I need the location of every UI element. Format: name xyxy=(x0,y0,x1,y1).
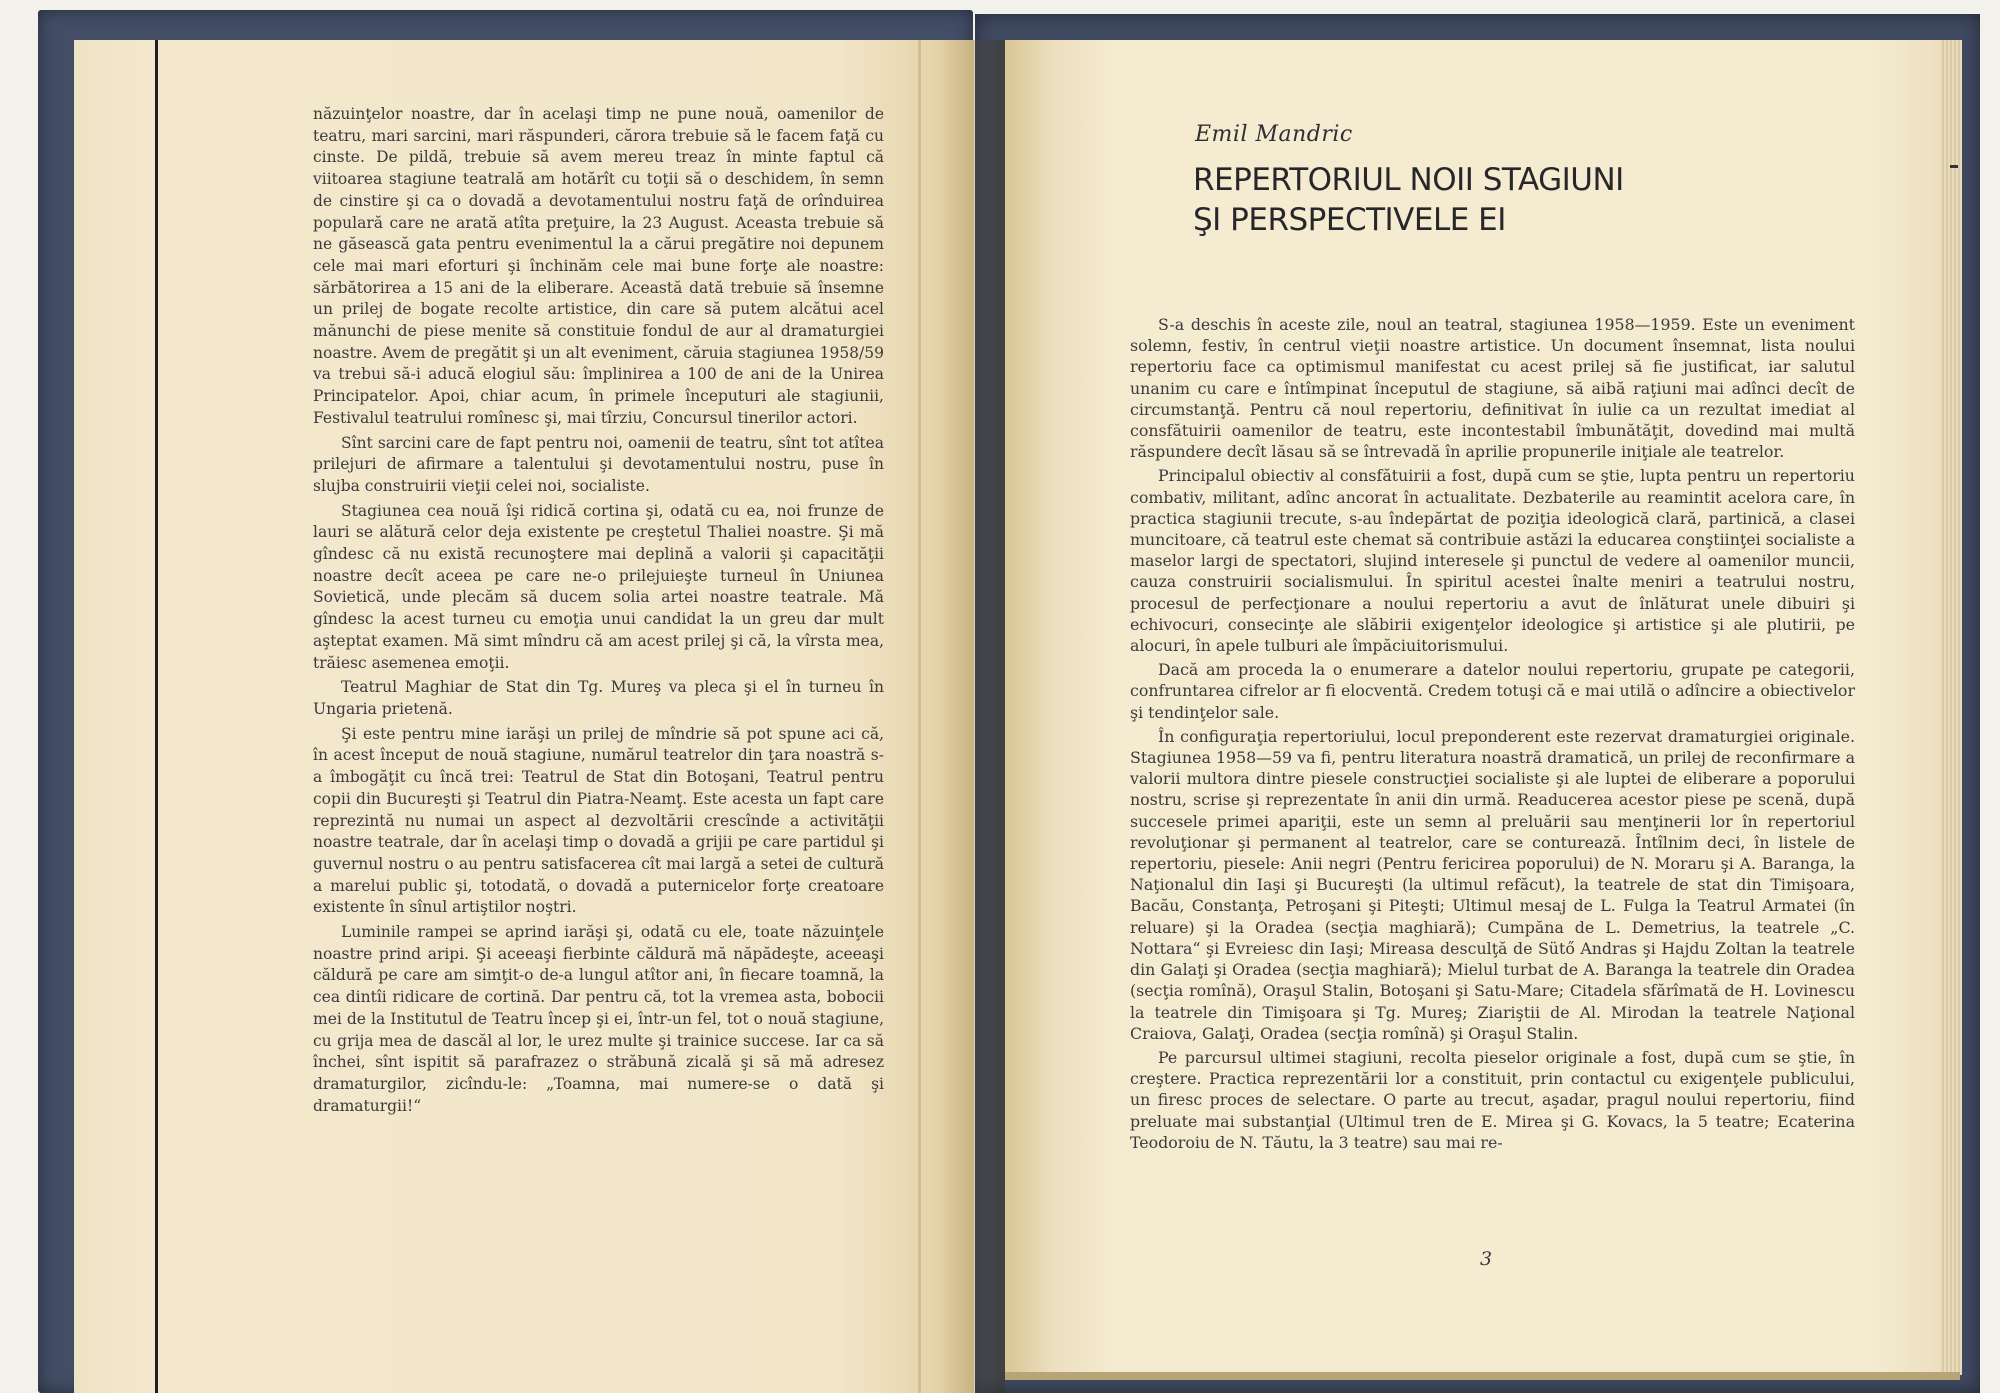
page-fold xyxy=(918,40,921,1393)
page-bottom-edge xyxy=(1005,1372,1960,1380)
article-author: Emil Mandric xyxy=(1195,122,1353,147)
right-paragraph-3: Dacă am proceda la o enumerare a datelor noului repertoriu, grupate pe categorii, confruntarea cifrelor ar fi elocventă. Credem totuşi că e mai utilă o adîncire a obiectivelor şi tendinţelor sale. xyxy=(1130,660,1855,722)
gutter-shadow xyxy=(940,40,1005,1393)
right-paragraph-2: Principalul obiectiv al consfătuirii a fost, după cum se ştie, lupta pentru un repertoriu combativ, militant, adînc ancorat în actualitate. Dezbaterile au reamintit acelora care, în practica stagiunii trecute, s-au îndepărtat de poziţia ideologică clară, partinică, a clasei muncitoare, că teatrul este chemat să contribuie astăzi la educarea conştiinţei socialiste a maselor largi de spectatori, slujind interesele şi punctul de vedere al oamenilor muncii, cauza construirii socialismului. În spiritul acestei înalte meniri a teatrului nostru, procesul de perfecţionare a noului repertoriu a avut de înlăturat unele dibuiri şi echivocuri, consecinţe ale slăbirii exigenţelor ideologice şi artistice şi ale plutirii, pe alocuri, în apele tulburi ale împăciuitorismului. xyxy=(1130,466,1855,656)
left-page-text xyxy=(313,104,884,1120)
left-page-edge-line xyxy=(155,40,158,1393)
page-stack-edge xyxy=(1940,40,1962,1375)
article-title xyxy=(1193,160,1793,240)
right-paragraph-1: S-a deschis în aceste zile, noul an teatral, stagiunea 1958—1959. Este un eveniment solemn, festiv, în centrul vieţii noastre artistice. Un document însemnat, lista noului repertoriu face ca optimismul manifestat cu acest prilej să fie justificat, iar salutul unanim cu care e întîmpinat începutul de stagiune, să aibă raţiuni mai adînci decît de circumstanţă. Pentru că noul repertoriu, definitivat în iulie ca un rezultat imediat al consfătuirii oamenilor de teatru, este incontestabil îmbunătăţit, dovedind mai multă răspundere decît lăsau să se întrevadă în aprilie propunerile iniţiale ale teatrelor. xyxy=(1130,315,1855,462)
left-paragraph-4: Teatrul Maghiar de Stat din Tg. Mureş va pleca şi el în turneu în Ungaria prietenă. xyxy=(313,678,884,718)
page-number: 3 xyxy=(1480,1248,1493,1270)
article-title-line-2: ŞI PERSPECTIVELE EI xyxy=(1193,202,1506,238)
right-page-text xyxy=(1130,314,1855,1156)
binding-mark xyxy=(1950,165,1958,168)
left-paragraph-5: Şi este pentru mine iarăşi un prilej de mîndrie să pot spune aci că, în acest început de nouă stagiune, numărul teatrelor din ţara noastră s-a îmbogăţit cu încă trei: Teatrul de Stat din Botoşani, Teatrul pentru copii din Bucureşti şi Teatrul din Piatra-Neamţ. Este acesta un fapt care reprezintă nu numai un aspect al dezvoltării crescînde a activităţii noastre teatrale, dar în acelaşi timp o dovadă a grijii pe care partidul şi guvernul nostru o au pentru satisfacerea cît mai largă a setei de cultură a marelui public şi, totodată, o dovadă a puternicelor forţe creatoare existente în sînul artiştilor noştri. xyxy=(313,724,884,917)
left-paragraph-1: năzuinţelor noastre, dar în acelaşi timp ne pune nouă, oamenilor de teatru, mari sarcini, mari răspunderi, cărora trebuie să le facem faţă cu cinste. De pildă, trebuie să avem mereu treaz în minte faptul că viitoarea stagiune teatrală am hotărît cu toţii să o deschidem, în semn de cinstire şi ca o dovadă a devotamentului nostru faţă de orînduirea populară care ne arată atîta preţuire, la 23 August. Aceasta trebuie să ne găsească gata pentru evenimentul la a cărui pregătire noi depunem cele mai mari eforturi şi închinăm cele mai bune forţe ale noastre: sărbătorirea a 15 ani de la eliberare. Această dată trebuie să însemne un prilej de bogate recolte artistice, din care să putem alcătui acel mănunchi de piese menite să constituie fondul de aur al dramaturgiei noastre. Avem de pregătit şi un alt eveniment, căruia stagiunea 1958/59 va trebui să-i aducă elogiul său: împlinirea a 100 de ani de la Unirea Principatelor. Apoi, chiar acum, în primele începuturi ale stagiunii, Festivalul teatrului romînesc şi, mai tîrziu, Concursul tinerilor actori. xyxy=(313,105,884,427)
left-paragraph-3: Stagiunea cea nouă îşi ridică cortina şi, odată cu ea, noi frunze de lauri se alătură celor deja existente pe creştetul Thaliei noastre. Şi mă gîndesc că nu există recunoştere mai deplină a valorii şi capacităţii noastre decît aceea pe care ne-o prilejuieşte turneul în Uniunea Sovietică, unde plecăm să ducem solia artei noastre teatrale. Mă gîndesc la acest turneu cu emoţia unui candidat la un greu dar mult aşteptat examen. Mă simt mîndru că am acest prilej şi că, la vîrsta mea, trăiesc asemenea emoţii. xyxy=(313,501,884,672)
left-paragraph-6: Luminile rampei se aprind iarăşi şi, odată cu ele, toate năzuinţele noastre prind aripi. Şi aceeaşi fierbinte căldură mă năpădeşte, aceeaşi căldură pe care am simţit-o de-a lungul atîtor ani, în fiecare toamnă, la cea dintîi ridicare de cortină. Dar pentru că, tot la vremea asta, bobocii mei de la Institutul de Teatru încep şi ei, într-un fel, tot o nouă stagiune, cu grija mea de dascăl al lor, le urez multe şi trainice succese. Iar ca să închei, sînt ispitit să parafrazez o străbună zicală şi să mă adresez dramaturgilor, zicîndu-le: „Toamna, mai numere-se o dată şi dramaturgii!“ xyxy=(313,923,884,1115)
left-paragraph-2: Sînt sarcini care de fapt pentru noi, oamenii de teatru, sînt tot atîtea prilejuri de afirmare a talentului şi devotamentului nostru, puse în slujba construirii vieţii celei noi, socialiste. xyxy=(313,433,884,495)
article-title-line-1: REPERTORIUL NOII STAGIUNI xyxy=(1193,162,1624,198)
right-paragraph-4: În configuraţia repertoriului, locul preponderent este rezervat dramaturgiei originale. Stagiunea 1958—59 va fi, pentru literatura noastră dramatică, un prilej de reconfirmare a valorii multora dintre piesele construcţiei socialiste şi ale luptei de eliberare a poporului nostru, scrise şi reprezentate în anii din urmă. Readucerea acestor piese pe scenă, după succesele primei apariţii, este un semn al preluării sau menţinerii lor în repertoriul revoluţionar şi permanent al teatrelor, care se conturează. Întîlnim deci, în listele de repertoriu, piesele: Anii negri (Pentru fericirea poporului) de N. Moraru şi A. Baranga, la Naţionalul din Iaşi şi Bucureşti (la ultimul refăcut), la teatrele de stat din Timişoara, Bacău, Constanţa, Petroşani şi Piteşti; Ultimul mesaj de L. Fulga la Teatrul Armatei (în reluare) şi la Oradea (secţia maghiară); Cumpăna de L. Demetrius, la teatrele „C. Nottara“ şi Evreiesc din Iaşi; Mireasa desculţă de Sütő Andras şi Hajdu Zoltan la teatrele din Galaţi şi Oradea (secţia maghiară); Mielul turbat de A. Baranga la teatrele din Oradea (secţia romînă), Oraşul Stalin, Botoşani şi Satu-Mare; Citadela sfărîmată de H. Lovinescu la teatrele din Timişoara şi Tg. Mureş; Ziariştii de Al. Mirodan la teatrele Naţional Craiova, Galaţi, Oradea (secţia romînă) şi Oraşul Stalin. xyxy=(1130,726,1855,1043)
right-paragraph-5: Pe parcursul ultimei stagiuni, recolta pieselor originale a fost, după cum se ştie, în creştere. Practica reprezentării lor a constituit, prin contactul cu exigenţele publicului, un firesc proces de selectare. O parte au trecut, aşadar, pragul noului repertoriu, fiind preluate mai substanţial (Ultimul tren de E. Mirea şi G. Kovacs, la 5 teatre; Ecaterina Teodoroiu de N. Tăutu, la 3 teatre) sau mai re- xyxy=(1130,1047,1855,1152)
